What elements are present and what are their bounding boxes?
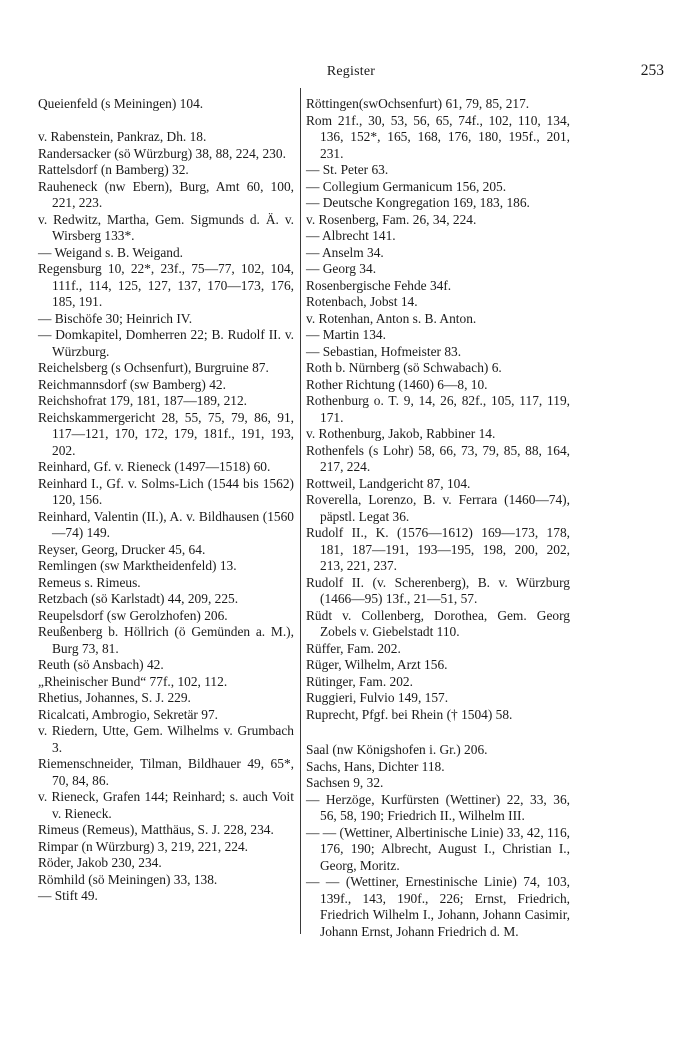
index-entry: Rüger, Wilhelm, Arzt 156.	[306, 657, 448, 672]
index-entry: Queienfeld (s Meiningen) 104.	[38, 96, 204, 111]
index-entry: Rauheneck (nw Ebern), Burg, Amt 60, 100, 221, 223.	[38, 178, 294, 210]
left-column	[38, 96, 294, 905]
index-entry: Remlingen (sw Marktheidenfeld) 13.	[38, 558, 237, 573]
index-entry: — Stift 49.	[38, 888, 98, 903]
index-entry: Reinhard I., Gf. v. Solms-Lich (1544 bis 1562) 120, 156.	[38, 475, 294, 507]
index-entry: — Albrecht 141.	[306, 228, 396, 243]
index-entry: Ruprecht, Pfgf. bei Rhein († 1504) 58.	[306, 706, 513, 722]
index-entry: Röder, Jakob 230, 234.	[38, 855, 162, 870]
section-gap	[306, 723, 570, 742]
index-entry: v. Rosenberg, Fam. 26, 34, 224.	[306, 211, 477, 227]
index-entry: Rotenbach, Jobst 14.	[306, 294, 418, 309]
running-title: Register	[326, 64, 376, 79]
index-entry: Rothenfels (s Lohr) 58, 66, 73, 79, 85, 88, 164, 217, 224.	[306, 442, 570, 474]
index-entry: Rhetius, Johannes, S. J. 229.	[38, 690, 191, 705]
index-entry: Rudolf II., K. (1576—1612) 169—173, 178, 181, 187—191, 193—195, 198, 200, 202, 213, 221, 237.	[306, 525, 570, 573]
index-entry: Rother Richtung (1460) 6—8, 10.	[306, 376, 488, 392]
index-entry: Reichshofrat 179, 181, 187—189, 212.	[38, 393, 248, 408]
index-entry: Reuth (sö Ansbach) 42.	[38, 657, 164, 672]
index-entry: Regensburg 10, 22*, 23f., 75—77, 102, 104, 111f., 114, 125, 127, 137, 170—173, 176, 185, 191.	[38, 261, 294, 309]
index-entry: Rattelsdorf (n Bamberg) 32.	[38, 162, 189, 177]
index-entry: Reichmannsdorf (sw Bamberg) 42.	[38, 376, 226, 392]
index-entry: Rudolf II. (v. Scherenberg), B. v. Würzburg (1466—95) 13f., 21—51, 57.	[306, 574, 570, 606]
index-entry: Rüdt v. Collenberg, Dorothea, Gem. Georg Zobels v. Giebelstadt 110.	[306, 607, 570, 639]
index-entry: — Weigand s. B. Weigand.	[38, 244, 184, 260]
index-entry: Röttingen(swOchsenfurt) 61, 79, 85, 217.	[306, 96, 530, 111]
index-entry: — Deutsche Kongregation 169, 183, 186.	[306, 195, 530, 210]
index-entry: Reichskammergericht 28, 55, 75, 79, 86, 91, 117—121, 170, 172, 179, 181f., 191, 193, 202.	[38, 409, 294, 458]
index-entry: — — (Wettiner, Ernestinische Linie) 74, 103, 139f., 143, 190f., 226; Ernst, Friedrich, Friedrich Wilhelm I., Johann, Johann Casimir, Johann Ernst, Johann Friedrich d. M.	[306, 874, 570, 939]
index-entry: Sachsen 9, 32.	[306, 775, 384, 790]
page-number: 253	[640, 62, 664, 79]
index-entry: Römhild (sö Meiningen) 33, 138.	[38, 871, 218, 887]
column-divider	[300, 88, 301, 934]
index-entry: Reinhard, Gf. v. Rieneck (1497—1518) 60.	[38, 459, 271, 474]
index-entry: — — (Wettiner, Albertinische Linie) 33, 42, 116, 176, 190; Albrecht, August I., Christian I., Georg, Moritz.	[306, 824, 570, 873]
index-entry: — Martin 134.	[306, 327, 386, 342]
index-entry: Rimpar (n Würzburg) 3, 219, 221, 224.	[38, 838, 249, 854]
index-entry: Reußenberg b. Höllrich (ö Gemünden a. M.), Burg 73, 81.	[38, 624, 294, 656]
index-entry: Rosenbergische Fehde 34f.	[306, 277, 452, 293]
index-entry: Rothenburg o. T. 9, 14, 26, 82f., 105, 117, 119, 171.	[306, 393, 570, 425]
index-entry: — Anselm 34.	[306, 244, 384, 260]
index-entry: Rimeus (Remeus), Matthäus, S. J. 228, 234.	[38, 822, 274, 837]
index-entry: Rütinger, Fam. 202.	[306, 673, 413, 689]
index-entry: v. Rothenburg, Jakob, Rabbiner 14.	[306, 426, 496, 441]
index-entry: Ricalcati, Ambrogio, Sekretär 97.	[38, 706, 218, 722]
index-entry: Retzbach (sö Karlstadt) 44, 209, 225.	[38, 591, 239, 606]
index-entry: — Bischöfe 30; Heinrich IV.	[38, 310, 193, 326]
index-entry: Roverella, Lorenzo, B. v. Ferrara (1460—74), päpstl. Legat 36.	[306, 492, 570, 524]
index-entry: Ruggieri, Fulvio 149, 157.	[306, 690, 449, 705]
index-entry: v. Rabenstein, Pankraz, Dh. 18.	[38, 129, 207, 144]
right-column	[306, 96, 570, 940]
index-entry: — Georg 34.	[306, 261, 377, 276]
index-entry: Riemenschneider, Tilman, Bildhauer 49, 65*, 70, 84, 86.	[38, 756, 294, 788]
index-entry: Rottweil, Landgericht 87, 104.	[306, 475, 471, 491]
index-entry: Reupelsdorf (sw Gerolzhofen) 206.	[38, 607, 228, 623]
index-entry: Randersacker (sö Würzburg) 38, 88, 224, 230.	[38, 145, 286, 161]
index-entry: — Collegium Germanicum 156, 205.	[306, 178, 507, 194]
index-entry: — Herzöge, Kurfürsten (Wettiner) 22, 33, 36, 56, 58, 190; Friedrich II., Wilhelm III.	[306, 791, 570, 823]
index-entry: — St. Peter 63.	[306, 162, 389, 177]
index-entry: v. Redwitz, Martha, Gem. Sigmunds d. Ä. v. Wirsberg 133*.	[38, 211, 294, 243]
index-entry: v. Rieneck, Grafen 144; Reinhard; s. auch Voit v. Rieneck.	[38, 789, 294, 821]
index-entry: Rüffer, Fam. 202.	[306, 640, 401, 656]
index-entry: Reyser, Georg, Drucker 45, 64.	[38, 541, 206, 557]
index-entry: v. Rotenhan, Anton s. B. Anton.	[306, 310, 477, 326]
page-header	[38, 62, 664, 84]
index-entry: Sachs, Hans, Dichter 118.	[306, 758, 445, 774]
index-entry: Roth b. Nürnberg (sö Schwabach) 6.	[306, 360, 502, 375]
index-entry: Rom 21f., 30, 53, 56, 65, 74f., 102, 110, 134, 136, 152*, 165, 168, 176, 180, 195f., 201, 231.	[306, 112, 570, 161]
index-entry: Reichelsberg (s Ochsenfurt), Burgruine 87.	[38, 360, 269, 375]
index-entry: Remeus s. Rimeus.	[38, 574, 141, 590]
index-entry: — Sebastian, Hofmeister 83.	[306, 343, 462, 359]
section-gap	[38, 113, 294, 130]
index-entry: — Domkapitel, Domherren 22; B. Rudolf II. v. Würzburg.	[38, 327, 294, 359]
index-entry: Saal (nw Königshofen i. Gr.) 206.	[306, 742, 488, 757]
index-entry: v. Riedern, Utte, Gem. Wilhelms v. Grumbach 3.	[38, 723, 294, 755]
index-entry: „Rheinischer Bund“ 77f., 102, 112.	[38, 673, 228, 689]
index-entry: Reinhard, Valentin (II.), A. v. Bildhausen (1560—74) 149.	[38, 508, 294, 540]
